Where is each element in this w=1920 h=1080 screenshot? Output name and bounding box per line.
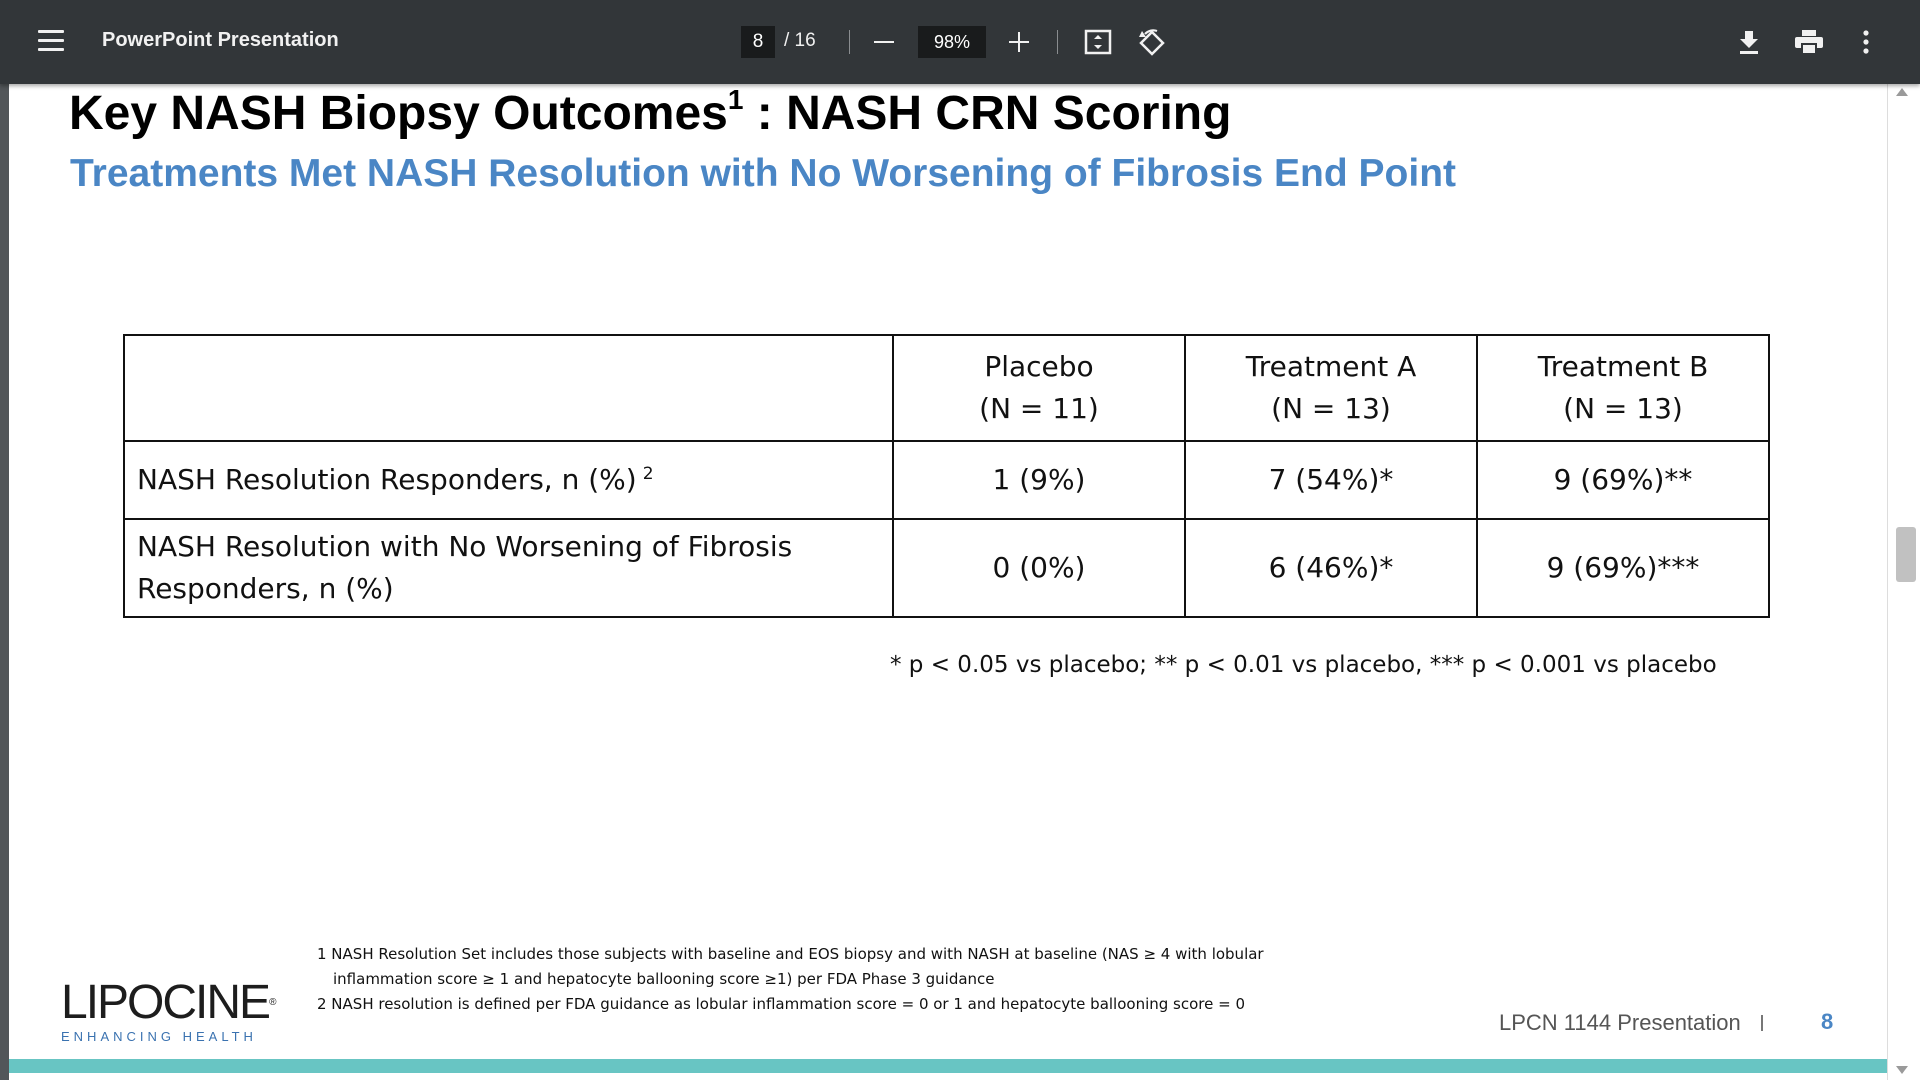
header-n: (N = 13) xyxy=(1271,392,1391,425)
outcomes-table xyxy=(123,334,1770,618)
scrollbar-thumb[interactable] xyxy=(1896,527,1916,582)
scroll-up-arrow-icon[interactable] xyxy=(1896,88,1908,96)
footnote-1-cont: inflammation score ≥ 1 and hepatocyte ballooning score ≥1) per FDA Phase 3 guidance xyxy=(333,970,995,988)
fit-page-icon[interactable] xyxy=(1084,29,1112,55)
table-header-cell xyxy=(1477,335,1769,441)
footer-divider xyxy=(1761,1015,1763,1031)
row-label-text: Responders, n (%) xyxy=(137,572,394,605)
lipocine-logo xyxy=(61,976,281,1049)
significance-note: * p < 0.05 vs placebo; ** p < 0.01 vs placebo, *** p < 0.001 vs placebo xyxy=(890,652,1717,678)
toolbar-divider xyxy=(849,30,850,54)
row-label-text: NASH Resolution Responders, n (%) xyxy=(137,463,637,496)
slide-title-text: Key NASH Biopsy Outcomes xyxy=(69,87,728,140)
table-cell: 9 (69%)** xyxy=(1477,441,1769,519)
zoom-out-icon[interactable] xyxy=(874,41,894,43)
header-n: (N = 11) xyxy=(979,392,1099,425)
table-header-row xyxy=(124,335,1769,441)
table-header-cell xyxy=(893,335,1185,441)
toolbar-divider xyxy=(1057,30,1058,54)
download-icon[interactable] xyxy=(1737,29,1761,55)
row-label xyxy=(124,441,893,519)
row-label-text: NASH Resolution with No Worsening of Fibrosis xyxy=(137,530,793,563)
footnote-1: 1 NASH Resolution Set includes those subjects with baseline and EOS biopsy and with NASH at baseline (NAS ≥ 4 with lobular xyxy=(317,945,1264,963)
table-corner-cell xyxy=(124,335,893,441)
header-label: Treatment A xyxy=(1245,350,1417,383)
slide-title xyxy=(69,86,1231,141)
footer-band xyxy=(9,1059,1887,1073)
table-cell: 9 (69%)*** xyxy=(1477,519,1769,617)
row-label xyxy=(124,519,893,617)
table-row xyxy=(124,441,1769,519)
table-cell: 6 (46%)* xyxy=(1185,519,1477,617)
logo-wordmark: LIPOCINE xyxy=(61,976,270,1029)
pdf-toolbar xyxy=(0,0,1920,84)
slide-title-suffix: : NASH CRN Scoring xyxy=(756,87,1232,140)
slide-page-number: 8 xyxy=(1821,1009,1834,1034)
table-header-cell xyxy=(1185,335,1477,441)
table-cell: 7 (54%)* xyxy=(1185,441,1477,519)
page-number-input[interactable]: 8 xyxy=(741,26,775,58)
scrollbar-track[interactable] xyxy=(1887,84,1920,1080)
document-title: PowerPoint Presentation xyxy=(102,29,339,51)
table-cell: 1 (9%) xyxy=(893,441,1185,519)
zoom-in-icon[interactable] xyxy=(1009,32,1029,52)
header-label: Treatment B xyxy=(1537,350,1709,383)
footnote-2: 2 NASH resolution is defined per FDA guidance as lobular inflammation score = 0 or 1 and hepatocyte ballooning score = 0 xyxy=(317,995,1246,1013)
header-n: (N = 13) xyxy=(1563,392,1683,425)
zoom-level-input[interactable]: 98% xyxy=(918,26,986,58)
footer-label xyxy=(1499,1010,1781,1036)
registered-mark: ® xyxy=(269,997,275,1008)
footer-label-text: LPCN 1144 Presentation xyxy=(1499,1010,1741,1035)
menu-icon[interactable] xyxy=(38,30,64,54)
table-row xyxy=(124,519,1769,617)
row-footnote-ref: 2 xyxy=(642,464,654,484)
logo-tagline: ENHANCING HEALTH xyxy=(61,1029,257,1044)
rotate-icon[interactable] xyxy=(1137,28,1167,58)
footnotes xyxy=(317,942,1264,1017)
title-footnote-ref: 1 xyxy=(727,84,744,115)
pdf-page xyxy=(9,84,1887,1080)
more-icon[interactable] xyxy=(1862,30,1870,54)
slide-subtitle: Treatments Met NASH Resolution with No Worsening of Fibrosis End Point xyxy=(70,152,1457,195)
scroll-down-arrow-icon[interactable] xyxy=(1896,1066,1908,1074)
total-pages: / 16 xyxy=(784,30,816,51)
header-label: Placebo xyxy=(984,350,1094,383)
print-icon[interactable] xyxy=(1795,30,1823,54)
table-cell: 0 (0%) xyxy=(893,519,1185,617)
